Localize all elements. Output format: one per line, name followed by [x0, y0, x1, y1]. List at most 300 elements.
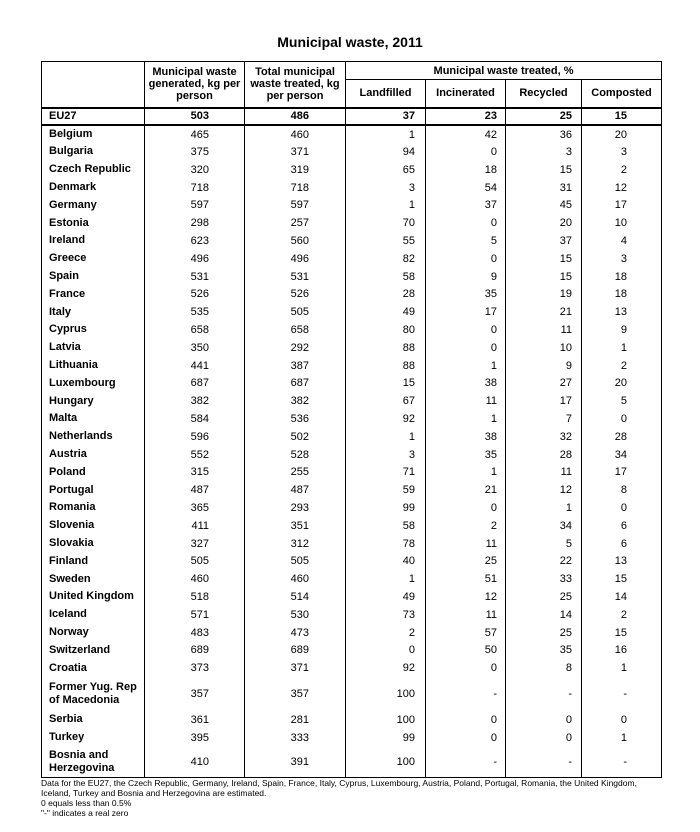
row-value: 78	[346, 535, 426, 553]
row-value: 7	[506, 410, 582, 428]
row-value: 8	[582, 481, 662, 499]
header-recycled: Recycled	[506, 80, 582, 108]
row-value: 503	[145, 108, 245, 126]
row-country: Austria	[42, 446, 145, 464]
row-value: 505	[245, 303, 346, 321]
row-value: 486	[245, 108, 346, 126]
row-value: -	[582, 747, 662, 778]
row-value: 0	[426, 143, 506, 161]
row-value: 718	[145, 179, 245, 197]
row-country: Switzerland	[42, 641, 145, 659]
row-value: 496	[145, 250, 245, 268]
row-value: 6	[582, 535, 662, 553]
row-country: Iceland	[42, 606, 145, 624]
table-row	[42, 729, 662, 747]
row-value: 718	[245, 179, 346, 197]
row-country: Romania	[42, 499, 145, 517]
row-country: United Kingdom	[42, 588, 145, 606]
row-value: 382	[245, 392, 346, 410]
row-value: 100	[346, 747, 426, 778]
row-value: 0	[346, 641, 426, 659]
row-value: 38	[426, 428, 506, 446]
row-value: 531	[245, 268, 346, 286]
row-value: 58	[346, 268, 426, 286]
header-landfilled: Landfilled	[346, 80, 426, 108]
row-value: 6	[582, 517, 662, 535]
row-value: 0	[426, 321, 506, 339]
row-value: 17	[426, 303, 506, 321]
row-value: 441	[145, 357, 245, 375]
row-country: Finland	[42, 552, 145, 570]
row-value: 15	[506, 268, 582, 286]
row-value: 1	[426, 463, 506, 481]
row-value: 687	[145, 374, 245, 392]
row-country: Norway	[42, 624, 145, 642]
row-value: 502	[245, 428, 346, 446]
row-value: 1	[582, 729, 662, 747]
row-value: 528	[245, 446, 346, 464]
table-row	[42, 588, 662, 606]
row-value: 4	[582, 232, 662, 250]
row-value: 25	[506, 624, 582, 642]
row-value: 315	[145, 463, 245, 481]
row-country: Luxembourg	[42, 374, 145, 392]
row-value: 333	[245, 729, 346, 747]
row-value: 460	[245, 570, 346, 588]
row-value: 361	[145, 711, 245, 729]
row-value: 14	[506, 606, 582, 624]
row-value: 373	[145, 659, 245, 677]
row-value: 350	[145, 339, 245, 357]
table-row	[42, 232, 662, 250]
row-value: 11	[426, 606, 506, 624]
table-row	[42, 552, 662, 570]
row-value: 0	[426, 214, 506, 232]
row-value: 560	[245, 232, 346, 250]
row-value: 293	[245, 499, 346, 517]
row-value: 99	[346, 729, 426, 747]
row-value: 57	[426, 624, 506, 642]
table-row	[42, 161, 662, 179]
row-value: 99	[346, 499, 426, 517]
row-value: 15	[582, 570, 662, 588]
row-country: Slovakia	[42, 535, 145, 553]
row-country: Latvia	[42, 339, 145, 357]
row-value: -	[506, 747, 582, 778]
row-value: 100	[346, 711, 426, 729]
table-row	[42, 641, 662, 659]
row-value: 16	[582, 641, 662, 659]
table-row	[42, 659, 662, 677]
row-value: 38	[426, 374, 506, 392]
row-value: 11	[426, 392, 506, 410]
row-value: 25	[506, 108, 582, 126]
row-value: 42	[426, 125, 506, 143]
row-country: Former Yug. Rep of Macedonia	[42, 677, 145, 711]
row-value: 34	[582, 446, 662, 464]
footnote-zero: 0 equals less than 0.5%	[41, 798, 132, 808]
row-value: 40	[346, 552, 426, 570]
row-value: 2	[426, 517, 506, 535]
row-value: 0	[426, 711, 506, 729]
row-value: 54	[426, 179, 506, 197]
table-row	[42, 250, 662, 268]
row-value: 15	[346, 374, 426, 392]
row-value: 535	[145, 303, 245, 321]
row-value: 35	[426, 446, 506, 464]
row-value: -	[426, 747, 506, 778]
row-value: 21	[426, 481, 506, 499]
row-value: 658	[145, 321, 245, 339]
row-value: 1	[346, 125, 426, 143]
row-value: 0	[582, 499, 662, 517]
row-value: 536	[245, 410, 346, 428]
table-row	[42, 339, 662, 357]
row-country: France	[42, 285, 145, 303]
table-row	[42, 446, 662, 464]
row-country: Greece	[42, 250, 145, 268]
row-value: 351	[245, 517, 346, 535]
row-value: 3	[506, 143, 582, 161]
table-row	[42, 303, 662, 321]
row-country: Ireland	[42, 232, 145, 250]
row-value: 14	[582, 588, 662, 606]
row-value: 518	[145, 588, 245, 606]
row-value: 88	[346, 339, 426, 357]
row-value: 18	[582, 285, 662, 303]
row-country: Sweden	[42, 570, 145, 588]
table-row	[42, 143, 662, 161]
row-value: 67	[346, 392, 426, 410]
row-country: Bulgaria	[42, 143, 145, 161]
row-value: 25	[506, 588, 582, 606]
row-value: 17	[582, 196, 662, 214]
row-value: 596	[145, 428, 245, 446]
footnote-estimated: Data for the EU27, the Czech Republic, Germany, Ireland, Spain, France, Italy, Cyprus, Luxembourg, Austria, Poland, Portugal, Romania, the United Kingdom, Iceland, Turkey and Bosnia and Herzegovina are estimated.	[41, 778, 637, 798]
row-value: 19	[506, 285, 582, 303]
row-value: 312	[245, 535, 346, 553]
row-value: 0	[426, 499, 506, 517]
row-value: 2	[582, 606, 662, 624]
row-value: 319	[245, 161, 346, 179]
row-country: Cyprus	[42, 321, 145, 339]
header-treated: Total municipal waste treated, kg per person	[245, 62, 346, 108]
row-value: 28	[506, 446, 582, 464]
row-value: 9	[582, 321, 662, 339]
row-country: Bosnia and Herzegovina	[42, 747, 145, 778]
row-value: 10	[506, 339, 582, 357]
row-value: 1	[346, 196, 426, 214]
header-incinerated: Incinerated	[426, 80, 506, 108]
row-value: 31	[506, 179, 582, 197]
row-value: -	[506, 677, 582, 711]
table-row	[42, 570, 662, 588]
row-value: 365	[145, 499, 245, 517]
row-value: 1	[346, 570, 426, 588]
row-value: 1	[426, 357, 506, 375]
row-value: 505	[245, 552, 346, 570]
row-country: Serbia	[42, 711, 145, 729]
row-value: 35	[506, 641, 582, 659]
row-value: 395	[145, 729, 245, 747]
row-value: 3	[582, 143, 662, 161]
row-value: 531	[145, 268, 245, 286]
row-value: 34	[506, 517, 582, 535]
row-country: Italy	[42, 303, 145, 321]
row-country: Croatia	[42, 659, 145, 677]
table-row	[42, 125, 662, 143]
row-value: 371	[245, 659, 346, 677]
table-row	[42, 357, 662, 375]
row-country: Poland	[42, 463, 145, 481]
table-row	[42, 517, 662, 535]
row-value: 36	[506, 125, 582, 143]
row-value: 100	[346, 677, 426, 711]
row-value: 18	[426, 161, 506, 179]
row-value: 530	[245, 606, 346, 624]
row-value: 658	[245, 321, 346, 339]
row-value: 460	[245, 125, 346, 143]
table-title: Municipal waste, 2011	[277, 34, 423, 50]
row-value: 17	[506, 392, 582, 410]
row-value: 11	[426, 535, 506, 553]
row-value: 12	[426, 588, 506, 606]
row-value: 2	[582, 161, 662, 179]
row-value: 623	[145, 232, 245, 250]
table-row	[42, 677, 662, 711]
table-row	[42, 624, 662, 642]
row-value: 45	[506, 196, 582, 214]
row-value: 0	[426, 729, 506, 747]
row-value: 15	[506, 161, 582, 179]
row-value: 597	[245, 196, 346, 214]
row-value: 10	[582, 214, 662, 232]
row-value: 33	[506, 570, 582, 588]
row-value: 597	[145, 196, 245, 214]
table-row	[42, 747, 662, 778]
table-row	[42, 392, 662, 410]
row-value: 0	[506, 729, 582, 747]
row-value: 496	[245, 250, 346, 268]
footnotes	[41, 778, 666, 818]
table-row	[42, 481, 662, 499]
table-row	[42, 428, 662, 446]
row-value: 0	[426, 339, 506, 357]
row-value: 22	[506, 552, 582, 570]
table-row	[42, 108, 662, 126]
row-country: Denmark	[42, 179, 145, 197]
row-value: 2	[582, 357, 662, 375]
header-country	[42, 62, 145, 108]
row-value: 80	[346, 321, 426, 339]
table-row	[42, 463, 662, 481]
row-value: 18	[582, 268, 662, 286]
table-row	[42, 268, 662, 286]
row-value: 32	[506, 428, 582, 446]
row-value: 1	[582, 339, 662, 357]
row-value: 28	[346, 285, 426, 303]
row-country: Malta	[42, 410, 145, 428]
row-value: 257	[245, 214, 346, 232]
row-value: 49	[346, 588, 426, 606]
row-value: 375	[145, 143, 245, 161]
row-country: Belgium	[42, 125, 145, 143]
row-value: 71	[346, 463, 426, 481]
row-value: 689	[245, 641, 346, 659]
row-value: 689	[145, 641, 245, 659]
row-value: 20	[582, 374, 662, 392]
row-value: 3	[346, 446, 426, 464]
row-value: 505	[145, 552, 245, 570]
row-value: 526	[245, 285, 346, 303]
row-value: 28	[582, 428, 662, 446]
row-value: 1	[506, 499, 582, 517]
row-value: 94	[346, 143, 426, 161]
row-value: 0	[582, 410, 662, 428]
row-value: 51	[426, 570, 506, 588]
row-value: 50	[426, 641, 506, 659]
row-value: 320	[145, 161, 245, 179]
table-row	[42, 374, 662, 392]
table-row	[42, 179, 662, 197]
row-value: 49	[346, 303, 426, 321]
row-value: 21	[506, 303, 582, 321]
row-value: -	[426, 677, 506, 711]
row-value: 5	[582, 392, 662, 410]
row-value: 281	[245, 711, 346, 729]
row-value: 12	[506, 481, 582, 499]
row-value: 59	[346, 481, 426, 499]
row-value: 65	[346, 161, 426, 179]
row-value: 9	[506, 357, 582, 375]
row-value: 5	[426, 232, 506, 250]
row-value: 487	[145, 481, 245, 499]
row-value: 298	[145, 214, 245, 232]
row-value: 20	[582, 125, 662, 143]
row-value: 327	[145, 535, 245, 553]
row-country: EU27	[42, 108, 145, 126]
table-row	[42, 535, 662, 553]
row-value: 382	[145, 392, 245, 410]
table-row	[42, 499, 662, 517]
row-value: 15	[506, 250, 582, 268]
row-value: 483	[145, 624, 245, 642]
header-generated: Municipal waste generated, kg per person	[145, 62, 245, 108]
row-value: 0	[426, 659, 506, 677]
row-value: 9	[426, 268, 506, 286]
row-country: Lithuania	[42, 357, 145, 375]
table-row	[42, 214, 662, 232]
row-value: 1	[426, 410, 506, 428]
header-group: Municipal waste treated, %	[346, 62, 662, 80]
row-value: 12	[582, 179, 662, 197]
row-value: 25	[426, 552, 506, 570]
row-value: 387	[245, 357, 346, 375]
row-value: 357	[245, 677, 346, 711]
row-value: 82	[346, 250, 426, 268]
row-country: Spain	[42, 268, 145, 286]
row-value: 15	[582, 624, 662, 642]
row-value: 371	[245, 143, 346, 161]
row-value: 410	[145, 747, 245, 778]
footnote-dash: "-" indicates a real zero	[41, 808, 129, 818]
header-composted: Composted	[582, 80, 662, 108]
row-value: 357	[145, 677, 245, 711]
row-value: 526	[145, 285, 245, 303]
table-row	[42, 285, 662, 303]
row-value: 13	[582, 552, 662, 570]
row-value: 37	[426, 196, 506, 214]
row-value: 411	[145, 517, 245, 535]
table-row	[42, 321, 662, 339]
row-value: 11	[506, 321, 582, 339]
row-value: 0	[506, 711, 582, 729]
row-value: 255	[245, 463, 346, 481]
row-value: 37	[506, 232, 582, 250]
row-value: 13	[582, 303, 662, 321]
row-value: 5	[506, 535, 582, 553]
row-value: 460	[145, 570, 245, 588]
row-value: 73	[346, 606, 426, 624]
row-value: 465	[145, 125, 245, 143]
row-value: 1	[346, 428, 426, 446]
row-country: Estonia	[42, 214, 145, 232]
row-value: 35	[426, 285, 506, 303]
row-value: 55	[346, 232, 426, 250]
row-value: 292	[245, 339, 346, 357]
row-value: 27	[506, 374, 582, 392]
row-value: -	[582, 677, 662, 711]
row-value: 17	[582, 463, 662, 481]
row-country: Turkey	[42, 729, 145, 747]
row-value: 2	[346, 624, 426, 642]
row-value: 8	[506, 659, 582, 677]
row-value: 15	[582, 108, 662, 126]
row-value: 37	[346, 108, 426, 126]
row-value: 92	[346, 410, 426, 428]
row-value: 687	[245, 374, 346, 392]
row-value: 3	[582, 250, 662, 268]
row-value: 571	[145, 606, 245, 624]
row-value: 391	[245, 747, 346, 778]
row-value: 0	[582, 711, 662, 729]
row-country: Hungary	[42, 392, 145, 410]
table-row	[42, 196, 662, 214]
row-value: 58	[346, 517, 426, 535]
table-row	[42, 606, 662, 624]
row-country: Netherlands	[42, 428, 145, 446]
row-country: Czech Republic	[42, 161, 145, 179]
table-row	[42, 711, 662, 729]
row-value: 0	[426, 250, 506, 268]
row-value: 11	[506, 463, 582, 481]
row-country: Portugal	[42, 481, 145, 499]
row-value: 92	[346, 659, 426, 677]
row-value: 23	[426, 108, 506, 126]
row-value: 584	[145, 410, 245, 428]
row-value: 514	[245, 588, 346, 606]
row-country: Germany	[42, 196, 145, 214]
row-value: 473	[245, 624, 346, 642]
table-row	[42, 410, 662, 428]
row-value: 70	[346, 214, 426, 232]
row-country: Slovenia	[42, 517, 145, 535]
waste-table	[41, 61, 662, 778]
row-value: 3	[346, 179, 426, 197]
row-value: 552	[145, 446, 245, 464]
row-value: 487	[245, 481, 346, 499]
row-value: 20	[506, 214, 582, 232]
